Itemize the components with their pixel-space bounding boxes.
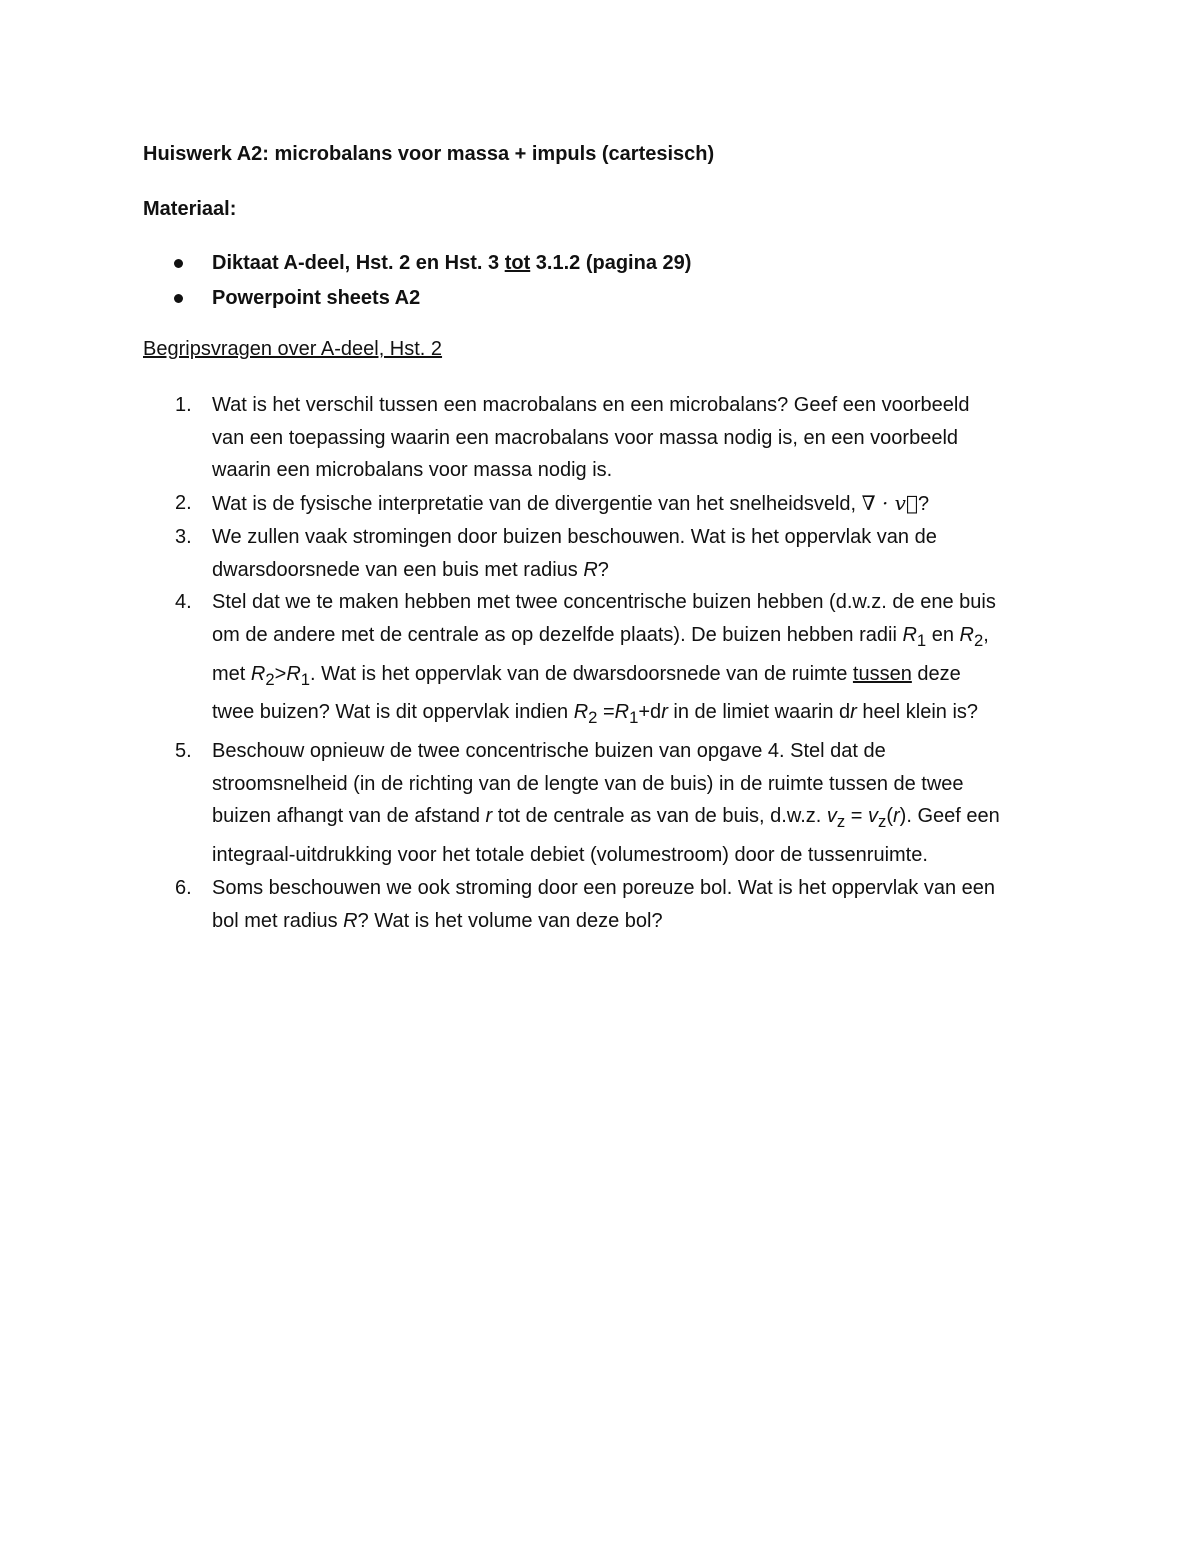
question-number: 5. (175, 740, 192, 763)
question-number: 2. (175, 492, 192, 515)
question-4: 4. Stel dat we te maken hebben met twee concentrische buizen hebben (d.w.z. de ene buis om de andere met de centrale as op dezelfde plaats). De buizen hebben radii $R_1$ en $R_2$, met $R_2>R_1$. Wat is het oppervlak van de dwarsdoorsnede van de ruimte tussen deze twee buizen? Wat is dit oppervlak indien $R_2 =R_1+dr$ in de limiet waarin dr heel klein is? (143, 586, 1068, 735)
question-number: 4. (175, 591, 192, 614)
question-number: 3. (175, 525, 192, 548)
section-heading: Begripsvragen over A-deel, Hst. 2 (143, 338, 443, 360)
question-5: 5. Beschouw opnieuw de twee concentrische buizen van opgave 4. Stel dat de stroomsnelheid (in de richting van de lengte van de buis) in de ruimte tussen de twee buizen afhangt van de afstand r tot de centrale as van de buis, d.w.z. $v_z = v_z(r)$. Geef een integraal-uitdrukking voor het totale debiet (volumestroom) door de tussenruimte. (143, 735, 1068, 872)
underlined-word: tot (504, 252, 531, 274)
underlined-word: tussen (852, 662, 912, 685)
question-6: 6. Soms beschouwen we ook stroming door een poreuze bol. Wat is het oppervlak van een bol met radius R? Wat is het volume van deze bol? (143, 872, 1068, 937)
bullet-icon (174, 294, 183, 303)
materials-list (143, 250, 691, 320)
question-1: 1. Wat is het verschil tussen een macrobalans en een microbalans? Geef een voorbeeld van een toepassing waarin een macrobalans voor massa nodig is, en een voorbeeld waarin een microbalans voor massa nodig is. (143, 389, 1068, 487)
list-item: Powerpoint sheets A2 (143, 285, 691, 320)
list-item: Diktaat A-deel, Hst. 2 en Hst. 3 tot 3.1.2 (pagina 29) (143, 250, 691, 285)
question-number: 6. (175, 876, 192, 899)
page-title: Huiswerk A2: microbalans voor massa + impuls (cartesisch) (143, 143, 715, 165)
bullet-icon (174, 259, 183, 268)
divergence-formula: ∇ · v⃗ (861, 491, 918, 516)
materiaal-heading: Materiaal: (143, 198, 237, 220)
question-number: 1. (175, 394, 192, 416)
question-3: 3. We zullen vaak stromingen door buizen beschouwen. Wat is het oppervlak van de dwarsdoorsnede van een buis met radius R? (143, 521, 1068, 586)
question-2: 2. Wat is de fysische interpretatie van de divergentie van het snelheidsveld, ∇ · v⃗? (143, 487, 1068, 521)
questions-list (143, 389, 1068, 937)
